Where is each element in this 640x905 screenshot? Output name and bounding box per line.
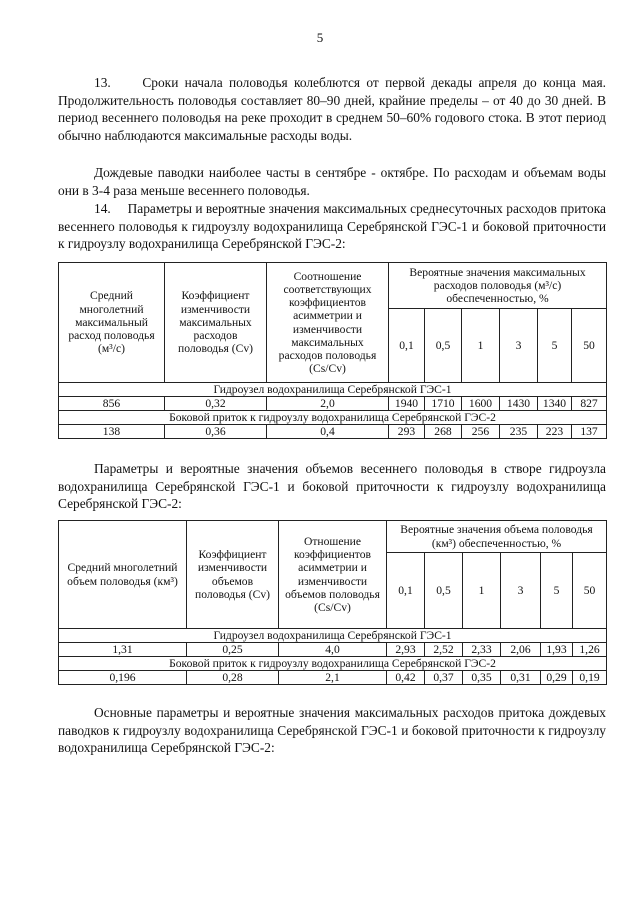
cell-value: 268 [425, 425, 462, 439]
paragraph-volumes: Параметры и вероятные значения объемов весеннего половодья в створе гидроузла водохранилища Серебрянской ГЭС-1 и боковой приточности к гидроузлу водохранилища Серебрянской ГЭС-2: [58, 461, 606, 512]
paragraph-14: 14. Параметры и вероятные значения максимальных среднесуточных расходов притока весеннего половодья к гидроузлу водохранилища Серебрянской ГЭС-1 и боковой приточности к гидроузлу водохранилища Серебрянской ГЭС-2: [58, 201, 606, 252]
cell-mean: 1,31 [59, 643, 187, 657]
table-row [59, 397, 607, 411]
cell-value: 0,29 [541, 671, 573, 685]
cell-value: 1940 [389, 397, 425, 411]
flood-volume-table [58, 520, 607, 685]
cell-value: 1710 [425, 397, 462, 411]
cell-cv: 0,28 [187, 671, 279, 685]
header-mean-discharge: Средний многолетний максимальный расход половодья (м³/с) [59, 263, 165, 383]
cell-ratio: 2,1 [279, 671, 387, 685]
cell-value: 137 [572, 425, 607, 439]
prob-col-header: 1 [463, 553, 501, 629]
cell-value: 2,33 [463, 643, 501, 657]
prob-col-header: 0,5 [425, 309, 462, 383]
cell-value: 0,37 [425, 671, 463, 685]
header-cv: Коэффициент изменчивости объемов половодья (Cv) [187, 521, 279, 629]
cell-cv: 0,36 [165, 425, 267, 439]
cell-value: 1,26 [573, 643, 607, 657]
section-row: Гидроузел водохранилища Серебрянской ГЭС-1 [59, 629, 607, 643]
cell-value: 0,35 [463, 671, 501, 685]
paragraph-rain-params: Основные параметры и вероятные значения максимальных расходов притока дождевых паводков к гидроузлу водохранилища Серебрянской ГЭС-1 и боковой приточности к гидроузлу водохранилища Серебрянской ГЭС-2: [58, 705, 606, 756]
cell-cv: 0,32 [165, 397, 267, 411]
cell-value: 1,93 [541, 643, 573, 657]
prob-col-header: 3 [500, 309, 538, 383]
table-row [59, 643, 607, 657]
header-cv: Коэффициент изменчивости максимальных расходов половодья (Cv) [165, 263, 267, 383]
cell-value: 0,19 [573, 671, 607, 685]
cell-value: 223 [538, 425, 572, 439]
page-number: 5 [316, 30, 324, 45]
cell-value: 1600 [462, 397, 500, 411]
prob-col-header: 1 [462, 309, 500, 383]
cell-value: 235 [500, 425, 538, 439]
header-probable-values: Вероятные значения объема половодья (км³) обеспеченностью, % [387, 521, 607, 553]
prob-col-header: 3 [501, 553, 541, 629]
prob-col-header: 50 [572, 309, 607, 383]
cell-value: 293 [389, 425, 425, 439]
cell-mean: 856 [59, 397, 165, 411]
header-cs-cv-ratio: Отношение коэффициентов асимметрии и изменчивости объемов половодья (Cs/Cv) [279, 521, 387, 629]
prob-col-header: 0,1 [389, 309, 425, 383]
table-row [59, 671, 607, 685]
paragraph-13: 13. Сроки начала половодья колеблются от первой декады апреля до конца мая. Продолжительность половодья составляет 80–90 дней, крайние пределы – от 40 до 30 дней. В период весеннего половодья на реке проходит в среднем 50–60% годового стока. В этот период обычно наблюдаются максимальные расходы воды. [58, 75, 606, 143]
section-row: Боковой приток к гидроузлу водохранилища Серебрянской ГЭС-2 [59, 657, 607, 671]
cell-value: 2,06 [501, 643, 541, 657]
cell-value: 0,31 [501, 671, 541, 685]
prob-col-header: 0,5 [425, 553, 463, 629]
cell-mean: 138 [59, 425, 165, 439]
prob-col-header: 0,1 [387, 553, 425, 629]
header-probable-values: Вероятные значения максимальных расходов половодья (м³/с) обеспеченностью, % [389, 263, 607, 309]
header-cs-cv-ratio: Соотношение соответствующих коэффициентов асимметрии и изменчивости максимальных расходов половодья (Cs/Cv) [267, 263, 389, 383]
cell-value: 1430 [500, 397, 538, 411]
header-mean-volume: Средний многолетний объем половодья (км³) [59, 521, 187, 629]
cell-value: 2,93 [387, 643, 425, 657]
max-discharge-table [58, 262, 607, 439]
cell-ratio: 0,4 [267, 425, 389, 439]
section-row: Боковой приток к гидроузлу водохранилища Серебрянской ГЭС-2 [59, 411, 607, 425]
paragraph-rain-floods: Дождевые паводки наиболее часты в сентябре - октябре. По расходам и объемам воды они в 3-4 раза меньше весеннего половодья. [58, 165, 606, 198]
cell-value: 827 [572, 397, 607, 411]
section-row: Гидроузел водохранилища Серебрянской ГЭС-1 [59, 383, 607, 397]
prob-col-header: 50 [573, 553, 607, 629]
cell-value: 256 [462, 425, 500, 439]
cell-ratio: 4,0 [279, 643, 387, 657]
prob-col-header: 5 [541, 553, 573, 629]
prob-col-header: 5 [538, 309, 572, 383]
cell-value: 1340 [538, 397, 572, 411]
table-row [59, 425, 607, 439]
cell-mean: 0,196 [59, 671, 187, 685]
cell-value: 2,52 [425, 643, 463, 657]
cell-value: 0,42 [387, 671, 425, 685]
cell-ratio: 2,0 [267, 397, 389, 411]
cell-cv: 0,25 [187, 643, 279, 657]
